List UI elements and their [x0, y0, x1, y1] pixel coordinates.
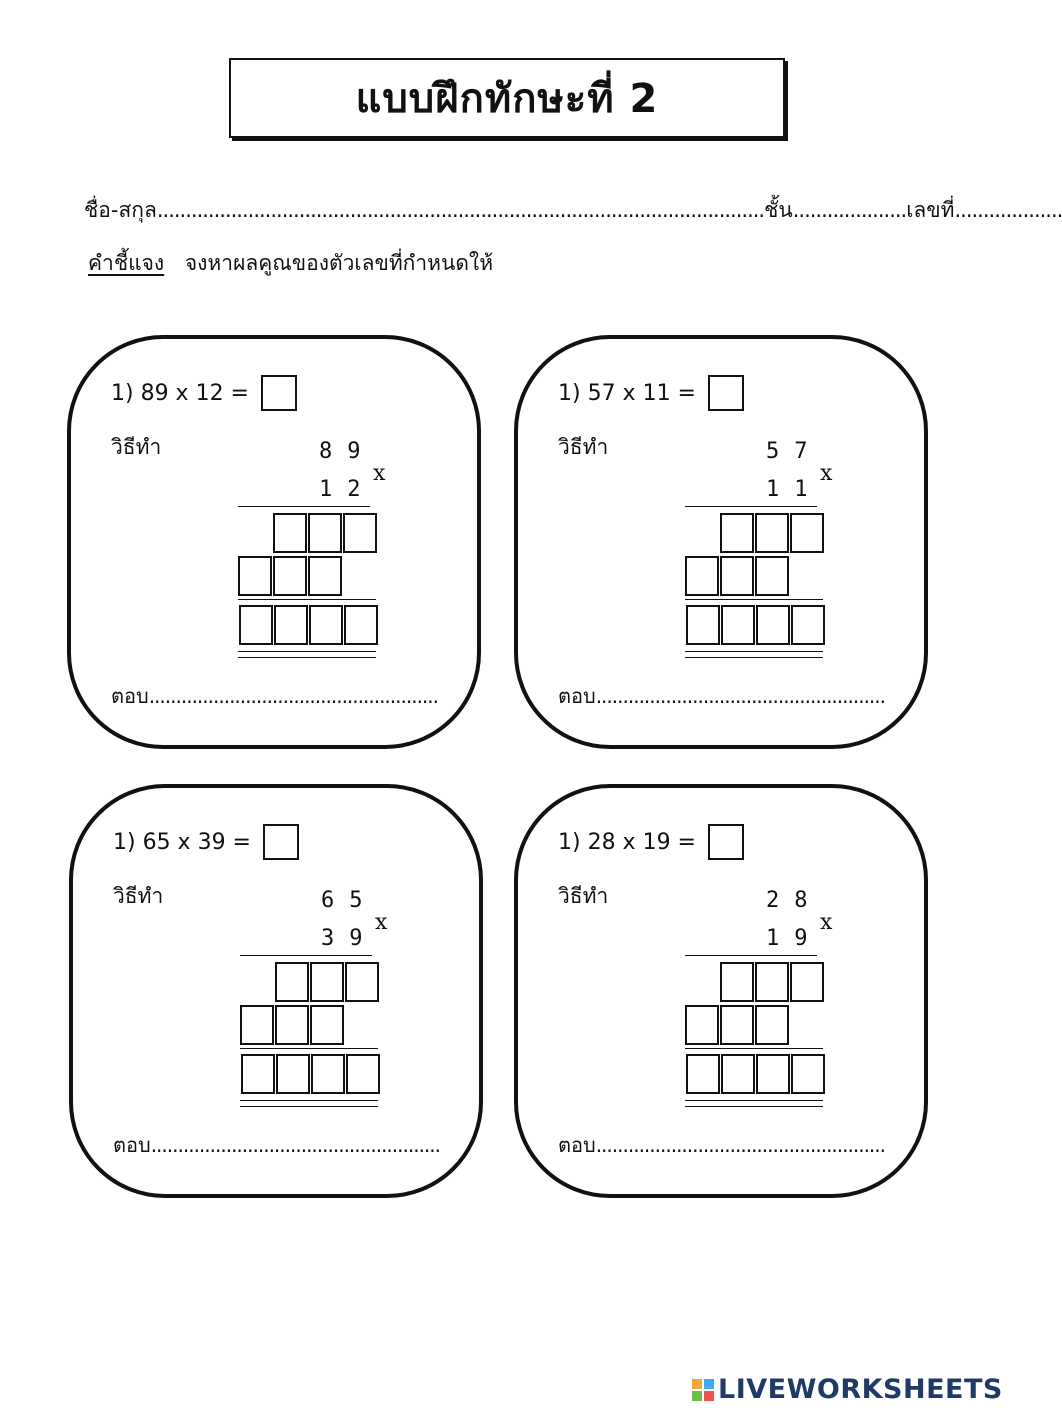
- question-text: 1) 65 x 39 =: [113, 829, 251, 855]
- product-digit-box[interactable]: [791, 605, 825, 645]
- product-digit-box[interactable]: [346, 1054, 380, 1094]
- number-label: เลขที่: [906, 198, 955, 222]
- partial2-digit-box[interactable]: [720, 556, 754, 596]
- problem-question: [113, 824, 299, 860]
- partial2-digit-box[interactable]: [275, 1005, 309, 1045]
- student-info-line: [84, 194, 1062, 227]
- partial2-digit-box[interactable]: [240, 1005, 274, 1045]
- instruction-label: คำชี้แจง: [88, 251, 165, 275]
- answer-blank[interactable]: ......................................................: [595, 684, 886, 708]
- multiply-sign: x: [820, 910, 833, 935]
- multiplier-digits: 39: [321, 926, 378, 951]
- answer-line: [113, 1129, 440, 1161]
- product-digit-box[interactable]: [344, 605, 378, 645]
- answer-label: ตอบ: [111, 684, 149, 708]
- partial2-digit-box[interactable]: [720, 1005, 754, 1045]
- answer-blank[interactable]: ......................................................: [595, 1133, 886, 1157]
- answer-label: ตอบ: [558, 1133, 596, 1157]
- partial2-digit-box[interactable]: [238, 556, 272, 596]
- problem-question: [558, 824, 744, 860]
- answer-line: [111, 680, 438, 712]
- partial1-digit-box[interactable]: [720, 962, 754, 1002]
- double-underline-bottom: [685, 657, 823, 658]
- partial1-digit-box[interactable]: [790, 513, 824, 553]
- product-digit-box[interactable]: [241, 1054, 275, 1094]
- multiply-sign: x: [375, 910, 388, 935]
- partial1-digit-box[interactable]: [755, 513, 789, 553]
- partial2-digit-box[interactable]: [685, 556, 719, 596]
- logo-square-icon: [692, 1391, 702, 1401]
- problem-card-1: [67, 335, 481, 749]
- product-digit-box[interactable]: [721, 1054, 755, 1094]
- name-blank[interactable]: ...........................................................................................................: [156, 198, 765, 222]
- answer-input-box[interactable]: [261, 375, 297, 411]
- method-label: วิธีทำ: [113, 884, 164, 908]
- answer-input-box[interactable]: [263, 824, 299, 860]
- product-digit-box[interactable]: [239, 605, 273, 645]
- partial1-digit-box[interactable]: [343, 513, 377, 553]
- operand-underline: [685, 506, 817, 507]
- method-label: วิธีทำ: [558, 884, 609, 908]
- double-underline-top: [240, 1100, 378, 1101]
- product-digit-box[interactable]: [311, 1054, 345, 1094]
- double-underline-bottom: [238, 657, 376, 658]
- product-digit-box[interactable]: [309, 605, 343, 645]
- instruction-text: จงหาผลคูณของตัวเลขที่กำหนดให้: [184, 251, 494, 275]
- product-digit-box[interactable]: [276, 1054, 310, 1094]
- problem-card-2: [514, 335, 928, 749]
- multiply-sign: x: [820, 461, 833, 486]
- partial1-digit-box[interactable]: [308, 513, 342, 553]
- partial1-digit-box[interactable]: [755, 962, 789, 1002]
- product-digit-box[interactable]: [686, 1054, 720, 1094]
- partial1-digit-box[interactable]: [790, 962, 824, 1002]
- problem-question: [558, 375, 744, 411]
- answer-label: ตอบ: [113, 1133, 151, 1157]
- class-blank[interactable]: ....................: [792, 198, 907, 222]
- problem-card-4: [514, 784, 928, 1198]
- answer-line: [558, 1129, 885, 1161]
- multiplicand-digits: 65: [321, 888, 378, 913]
- sum-line: [685, 599, 823, 600]
- logo-text: LIVEWORKSHEETS: [718, 1374, 1003, 1405]
- double-underline-top: [685, 1100, 823, 1101]
- problem-card-3: [69, 784, 483, 1198]
- problem-question: [111, 375, 297, 411]
- answer-blank[interactable]: ......................................................: [150, 1133, 441, 1157]
- answer-label: ตอบ: [558, 684, 596, 708]
- logo-square-icon: [704, 1379, 714, 1389]
- partial1-digit-box[interactable]: [345, 962, 379, 1002]
- multiplicand-digits: 89: [319, 439, 376, 464]
- partial2-digit-box[interactable]: [755, 1005, 789, 1045]
- logo-grid-icon: [692, 1379, 714, 1401]
- partial1-digit-box[interactable]: [310, 962, 344, 1002]
- operand-underline: [685, 955, 817, 956]
- multiply-sign: x: [373, 461, 386, 486]
- number-blank[interactable]: ...................: [954, 198, 1062, 222]
- partial2-digit-box[interactable]: [755, 556, 789, 596]
- worksheet-title: แบบฝึกทักษะที่ 2: [229, 58, 785, 138]
- question-text: 1) 28 x 19 =: [558, 829, 696, 855]
- double-underline-bottom: [240, 1106, 378, 1107]
- logo-square-icon: [704, 1391, 714, 1401]
- partial1-digit-box[interactable]: [720, 513, 754, 553]
- multiplier-digits: 19: [766, 926, 823, 951]
- instruction: [88, 247, 493, 280]
- double-underline-top: [238, 651, 376, 652]
- sum-line: [238, 599, 376, 600]
- name-label: ชื่อ-สกุล: [84, 198, 157, 222]
- operand-underline: [240, 955, 372, 956]
- sum-line: [240, 1048, 378, 1049]
- class-label: ชั้น: [764, 198, 793, 222]
- method-label: วิธีทำ: [558, 435, 609, 459]
- double-underline-bottom: [685, 1106, 823, 1107]
- partial2-digit-box[interactable]: [310, 1005, 344, 1045]
- multiplicand-digits: 28: [766, 888, 823, 913]
- multiplier-digits: 11: [766, 477, 823, 502]
- product-digit-box[interactable]: [756, 605, 790, 645]
- answer-input-box[interactable]: [708, 375, 744, 411]
- liveworksheets-logo: [692, 1374, 1003, 1405]
- question-text: 1) 57 x 11 =: [558, 380, 696, 406]
- method-label: วิธีทำ: [111, 435, 162, 459]
- multiplicand-digits: 57: [766, 439, 823, 464]
- partial1-digit-box[interactable]: [275, 962, 309, 1002]
- product-digit-box[interactable]: [721, 605, 755, 645]
- question-text: 1) 89 x 12 =: [111, 380, 249, 406]
- product-digit-box[interactable]: [791, 1054, 825, 1094]
- product-digit-box[interactable]: [756, 1054, 790, 1094]
- product-digit-box[interactable]: [274, 605, 308, 645]
- operand-underline: [238, 506, 370, 507]
- logo-square-icon: [692, 1379, 702, 1389]
- product-digit-box[interactable]: [686, 605, 720, 645]
- sum-line: [685, 1048, 823, 1049]
- multiplier-digits: 12: [319, 477, 376, 502]
- answer-line: [558, 680, 885, 712]
- answer-input-box[interactable]: [708, 824, 744, 860]
- double-underline-top: [685, 651, 823, 652]
- partial2-digit-box[interactable]: [273, 556, 307, 596]
- partial1-digit-box[interactable]: [273, 513, 307, 553]
- partial2-digit-box[interactable]: [685, 1005, 719, 1045]
- partial2-digit-box[interactable]: [308, 556, 342, 596]
- answer-blank[interactable]: ......................................................: [148, 684, 439, 708]
